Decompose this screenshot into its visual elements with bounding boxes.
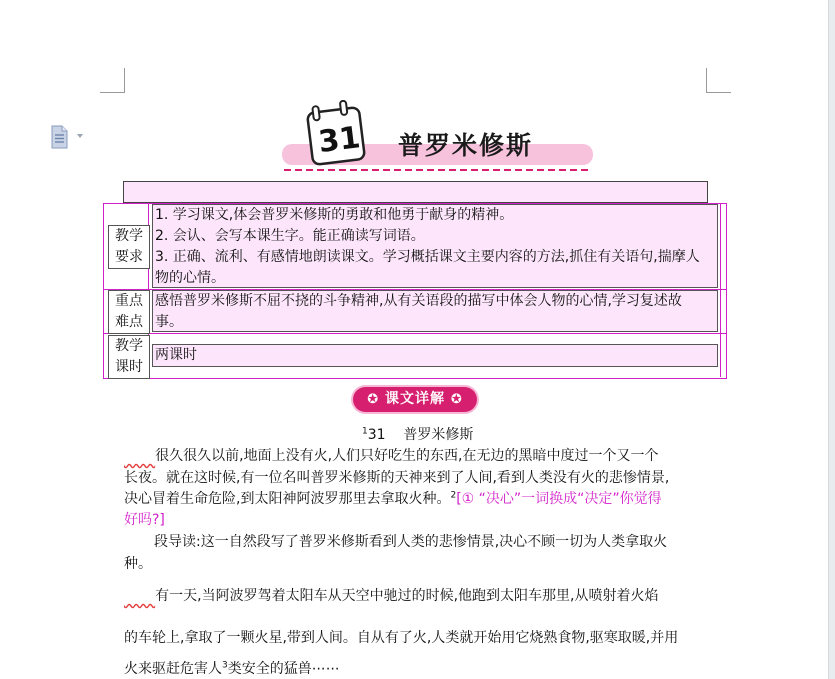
annotation-note: [① “决心”一词换成“决定”你觉得 xyxy=(456,491,662,507)
dropdown-arrow-icon xyxy=(77,134,83,138)
crop-mark-top-left xyxy=(100,68,125,93)
title-number: 31 xyxy=(316,120,363,161)
section-heading-badge xyxy=(353,387,477,412)
paragraph-line: 火来驱赶危害人$^3$类安全的猛兽⋯⋯ xyxy=(124,660,340,677)
guide-line: 段导读:这一自然段写了普罗米修斯看到人类的悲惨情景,决心不顾一切为人类拿取火 xyxy=(154,534,668,550)
table-row-divider xyxy=(104,333,726,334)
table-row-label: 教学 课时 xyxy=(108,335,150,379)
lesson-heading: $^1$31 普罗米修斯 xyxy=(362,426,474,443)
star-icon: ✪ xyxy=(450,392,463,407)
document-icon-glyph xyxy=(52,126,67,148)
crop-mark-top-right xyxy=(706,68,731,93)
annotation-note: 好吗?] xyxy=(124,512,165,528)
table-row-content: 感悟普罗米修斯不屈不挠的斗争精神,从有关语段的描写中体会人物的心情,学习复述故 事。 xyxy=(152,290,718,332)
paragraph-line: 有一天,当阿波罗驾着太阳车从天空中驰过的时候,他跑到太阳车那里,从喷射着火焰 xyxy=(155,588,659,604)
window-edge xyxy=(828,0,835,679)
paragraph-line: 决心冒着生命危险,到太阳神阿波罗那里去拿取火种。$^2$[① “决心”一词换成“决定”你觉得 xyxy=(124,490,662,507)
paragraph-line: 长夜。就在这时候,有一位名叫普罗米修斯的天神来到了人间,看到人类没有火的悲惨情景, xyxy=(124,470,670,486)
table-row-label: 教学 要求 xyxy=(108,225,150,269)
guide-line: 种。 xyxy=(124,556,152,572)
table-column-divider xyxy=(720,204,721,377)
section-heading: 课文详解 xyxy=(385,391,445,407)
paragraph-line: 很久很久以前,地面上没有火,人们只好吃生的东西,在无边的黑暗中度过一个又一个 xyxy=(155,448,659,464)
footnote-marker: 2 xyxy=(450,490,457,501)
page-title: 普罗米修斯 xyxy=(398,131,534,160)
document-icon[interactable] xyxy=(50,125,88,149)
footnote-marker: 1 xyxy=(362,426,368,437)
star-icon: ✪ xyxy=(367,392,380,407)
table-row-label: 重点 难点 xyxy=(108,290,150,334)
footnote-marker: 3 xyxy=(222,660,228,671)
table-row-content: 两课时 xyxy=(152,344,718,367)
paragraph-line: 的车轮上,拿取了一颗火星,带到人间。自从有了火,人类就开始用它烧熟食物,驱寒取暖,并用 xyxy=(124,630,679,646)
table-row-content: 1. 学习课文,体会普罗米修斯的勇敢和他勇于献身的精神。 2. 会认、会写本课生字。能正确读写词语。 3. 正确、流利、有感情地朗读课文。学习概括课文主要内容的方法,抓住有关语句,揣摩人 物的心情。 xyxy=(152,204,718,288)
table-header-bar xyxy=(123,181,708,203)
calendar-number-icon xyxy=(307,101,365,165)
